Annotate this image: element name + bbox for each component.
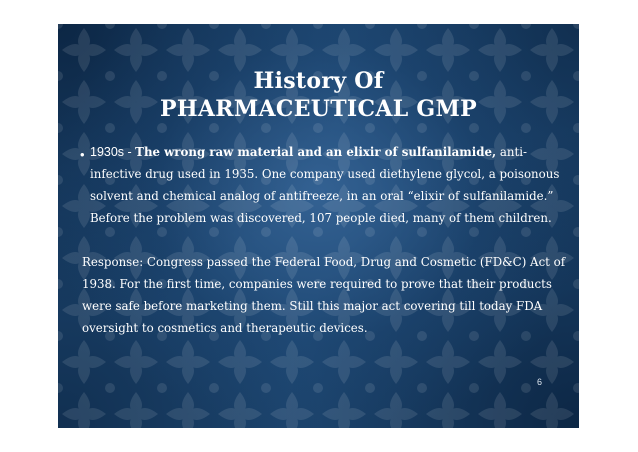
- bullet-separator: -: [124, 145, 136, 159]
- page-number: 6: [537, 377, 543, 387]
- bullet-body: anti-infective drug used in 1935. One company used diethylene glycol, a poisonous solvent and chemical analog of antifreeze, in an oral “elixir of sulfanilamide.” Before the problem was discovered, 107 people died, many of them children.: [90, 145, 560, 225]
- bullet-heading: The wrong raw material and an elixir of sulfanilamide,: [135, 145, 497, 159]
- slide: [58, 24, 579, 428]
- slide-title-line-2: PHARMACEUTICAL GMP: [159, 96, 478, 122]
- slide-title-line-1: History Of: [253, 68, 384, 94]
- bullet-marker: •: [80, 147, 85, 162]
- bullet-year: 1930s: [90, 145, 125, 159]
- bullet-paragraph: [90, 141, 570, 229]
- response-paragraph: Response: Congress passed the Federal Food, Drug and Cosmetic (FD&C) Act of 1938. For the first time, companies were required to prove that their products were safe before marketing them. Still this major act covering till today FDA oversight to cosmetics and therapeutic devices.: [82, 255, 566, 335]
